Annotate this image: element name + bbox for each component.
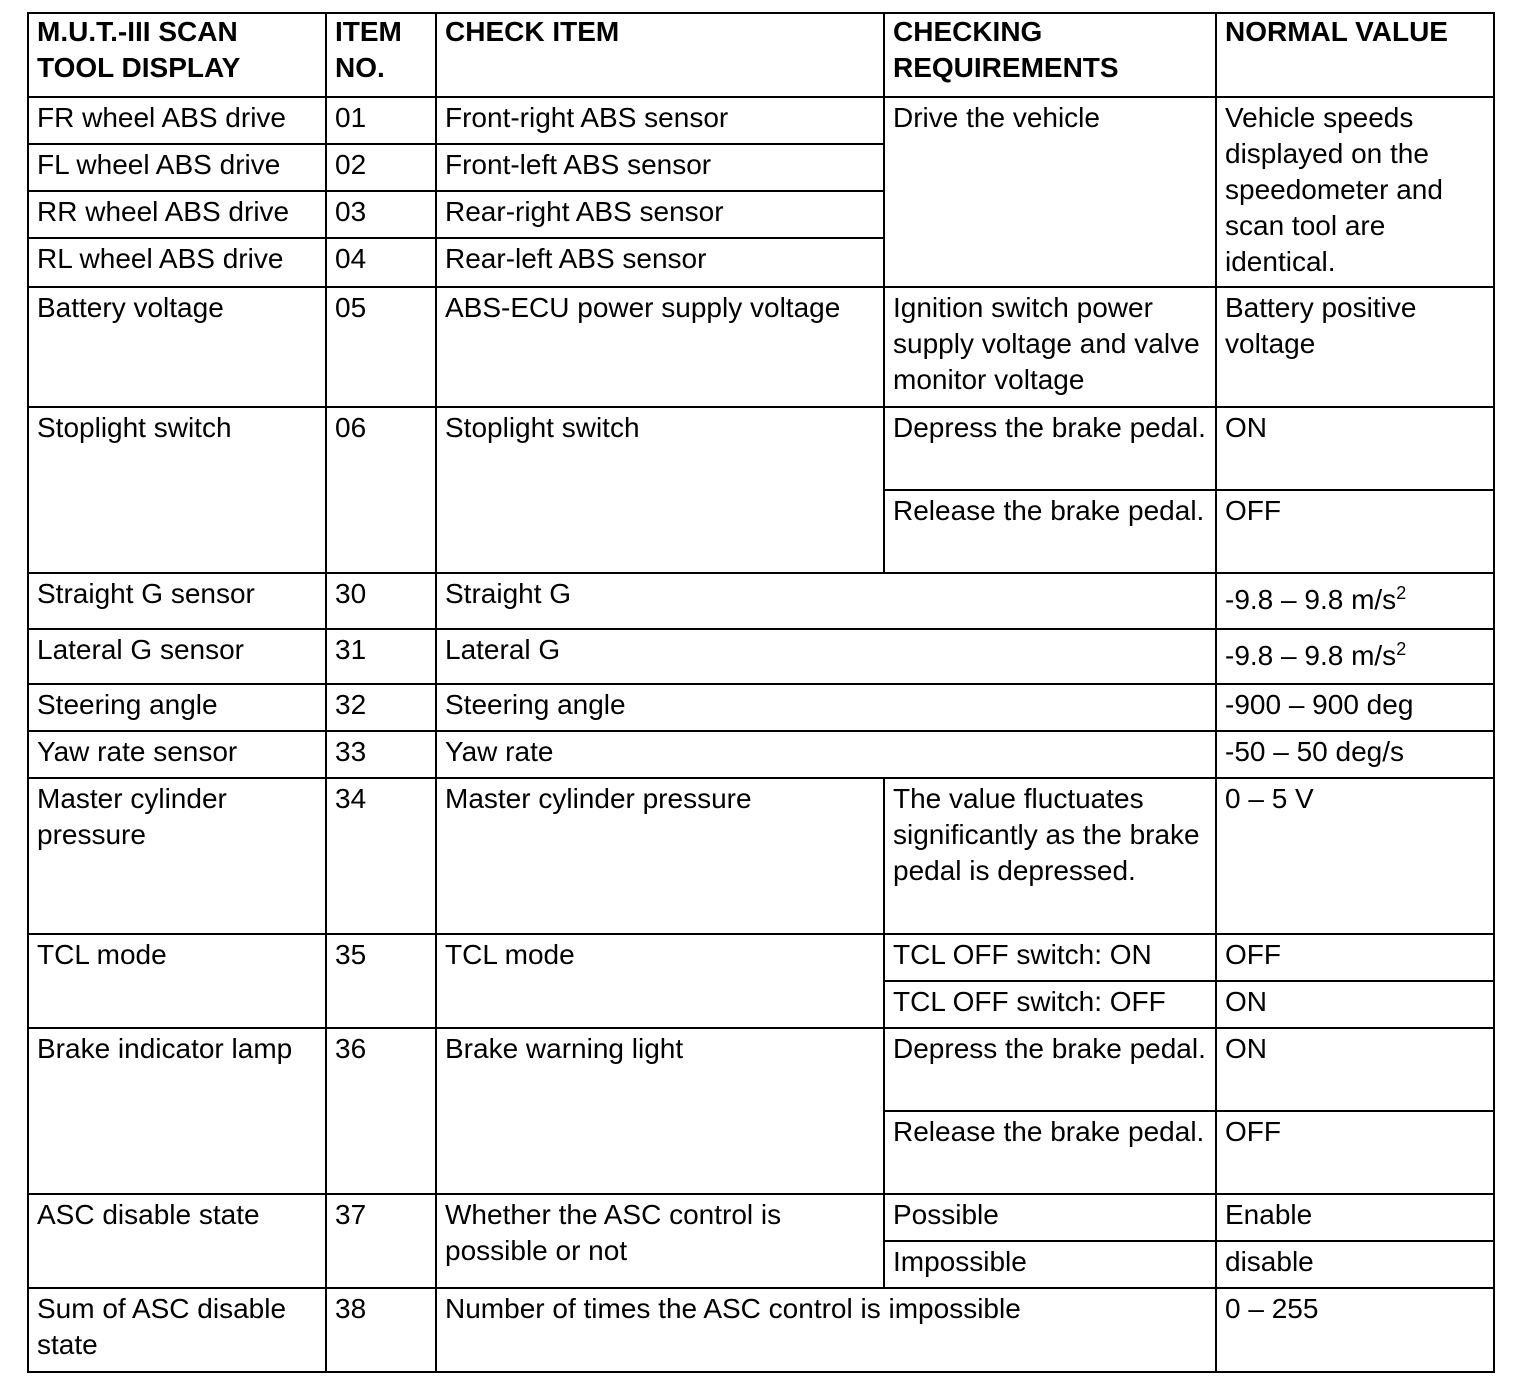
item-no-cell: 03 (326, 191, 436, 238)
normal-value-cell: 0 – 255 (1216, 1288, 1494, 1372)
check-item-cell: Yaw rate (436, 731, 1216, 778)
scan-tool-data-table (27, 12, 1495, 1373)
check-item-cell: Brake warning light (436, 1028, 884, 1194)
item-no-cell: 36 (326, 1028, 436, 1194)
check-item-cell: ABS-ECU power supply voltage (436, 287, 884, 407)
check-item-cell: Rear-left ABS sensor (436, 238, 884, 287)
normal-value-cell: ON (1216, 407, 1494, 490)
display-cell: Straight G sensor (28, 573, 326, 629)
superscript: 2 (1396, 639, 1407, 659)
check-item-cell: Master cylinder pressure (436, 778, 884, 934)
table-row (28, 287, 1494, 407)
check-item-cell: Lateral G (436, 629, 1216, 684)
normal-value-cell: OFF (1216, 490, 1494, 573)
display-cell: Brake indicator lamp (28, 1028, 326, 1194)
table-row (28, 1028, 1494, 1111)
check-item-cell: Whether the ASC control is possible or not (436, 1194, 884, 1288)
check-item-cell: Front-left ABS sensor (436, 144, 884, 191)
item-no-cell: 32 (326, 684, 436, 731)
display-cell: RR wheel ABS drive (28, 191, 326, 238)
check-item-cell: Stoplight switch (436, 407, 884, 573)
check-item-cell: Steering angle (436, 684, 1216, 731)
item-no-cell: 34 (326, 778, 436, 934)
item-no-cell: 37 (326, 1194, 436, 1288)
table-row (28, 573, 1494, 629)
check-item-cell: TCL mode (436, 934, 884, 1028)
item-no-cell: 05 (326, 287, 436, 407)
header-check-item: CHECK ITEM (436, 13, 884, 97)
item-no-cell: 31 (326, 629, 436, 684)
normal-value-cell: ON (1216, 981, 1494, 1028)
superscript: 2 (1396, 583, 1407, 603)
requirement-cell: Release the brake pedal. (884, 490, 1216, 573)
display-cell: Battery voltage (28, 287, 326, 407)
normal-value-cell: -900 – 900 deg (1216, 684, 1494, 731)
display-cell: Master cylinder pressure (28, 778, 326, 934)
requirement-cell: Impossible (884, 1241, 1216, 1288)
normal-value-cell: Battery positive voltage (1216, 287, 1494, 407)
normal-value-cell: 0 – 5 V (1216, 778, 1494, 934)
header-item-no: ITEM NO. (326, 13, 436, 97)
display-cell: Lateral G sensor (28, 629, 326, 684)
table-row (28, 629, 1494, 684)
table-row (28, 731, 1494, 778)
check-item-cell: Front-right ABS sensor (436, 97, 884, 144)
display-cell: Sum of ASC disable state (28, 1288, 326, 1372)
normal-value-cell (1216, 573, 1494, 629)
display-cell: Stoplight switch (28, 407, 326, 573)
check-item-cell: Number of times the ASC control is impossible (436, 1288, 1216, 1372)
item-no-cell: 38 (326, 1288, 436, 1372)
requirement-cell: TCL OFF switch: ON (884, 934, 1216, 981)
header-requirements: CHECKING REQUIREMENTS (884, 13, 1216, 97)
header-display: M.U.T.-III SCAN TOOL DISPLAY (28, 13, 326, 97)
requirement-cell: Depress the brake pedal. (884, 1028, 1216, 1111)
normal-value-cell (1216, 629, 1494, 684)
normal-value-cell: disable (1216, 1241, 1494, 1288)
normal-value-cell: ON (1216, 1028, 1494, 1111)
check-item-cell: Straight G (436, 573, 1216, 629)
normal-value-cell: OFF (1216, 934, 1494, 981)
item-no-cell: 04 (326, 238, 436, 287)
requirement-cell: The value fluctuates significantly as the brake pedal is depressed. (884, 778, 1216, 934)
header-normal-value: NORMAL VALUE (1216, 13, 1494, 97)
table-row (28, 778, 1494, 934)
requirement-cell: TCL OFF switch: OFF (884, 981, 1216, 1028)
header-row (28, 13, 1494, 97)
requirement-cell: Release the brake pedal. (884, 1111, 1216, 1194)
requirement-cell: Possible (884, 1194, 1216, 1241)
item-no-cell: 35 (326, 934, 436, 1028)
normal-value-cell: Vehicle speeds displayed on the speedometer and scan tool are identical. (1216, 97, 1494, 287)
requirement-cell: Drive the vehicle (884, 97, 1216, 287)
normal-value-cell: Enable (1216, 1194, 1494, 1241)
item-no-cell: 33 (326, 731, 436, 778)
check-item-cell: Rear-right ABS sensor (436, 191, 884, 238)
table-row (28, 97, 1494, 144)
table-row (28, 1194, 1494, 1241)
display-cell: RL wheel ABS drive (28, 238, 326, 287)
table-row (28, 684, 1494, 731)
normal-value-text: -9.8 – 9.8 m/s (1225, 584, 1397, 615)
item-no-cell: 06 (326, 407, 436, 573)
normal-value-text: -9.8 – 9.8 m/s (1225, 640, 1397, 671)
requirement-cell: Depress the brake pedal. (884, 407, 1216, 490)
item-no-cell: 01 (326, 97, 436, 144)
display-cell: ASC disable state (28, 1194, 326, 1288)
table-row (28, 407, 1494, 490)
display-cell: FL wheel ABS drive (28, 144, 326, 191)
display-cell: Steering angle (28, 684, 326, 731)
display-cell: Yaw rate sensor (28, 731, 326, 778)
requirement-cell: Ignition switch power supply voltage and valve monitor voltage (884, 287, 1216, 407)
table-row (28, 934, 1494, 981)
normal-value-cell: OFF (1216, 1111, 1494, 1194)
display-cell: TCL mode (28, 934, 326, 1028)
item-no-cell: 30 (326, 573, 436, 629)
normal-value-cell: -50 – 50 deg/s (1216, 731, 1494, 778)
table-row (28, 1288, 1494, 1372)
item-no-cell: 02 (326, 144, 436, 191)
display-cell: FR wheel ABS drive (28, 97, 326, 144)
